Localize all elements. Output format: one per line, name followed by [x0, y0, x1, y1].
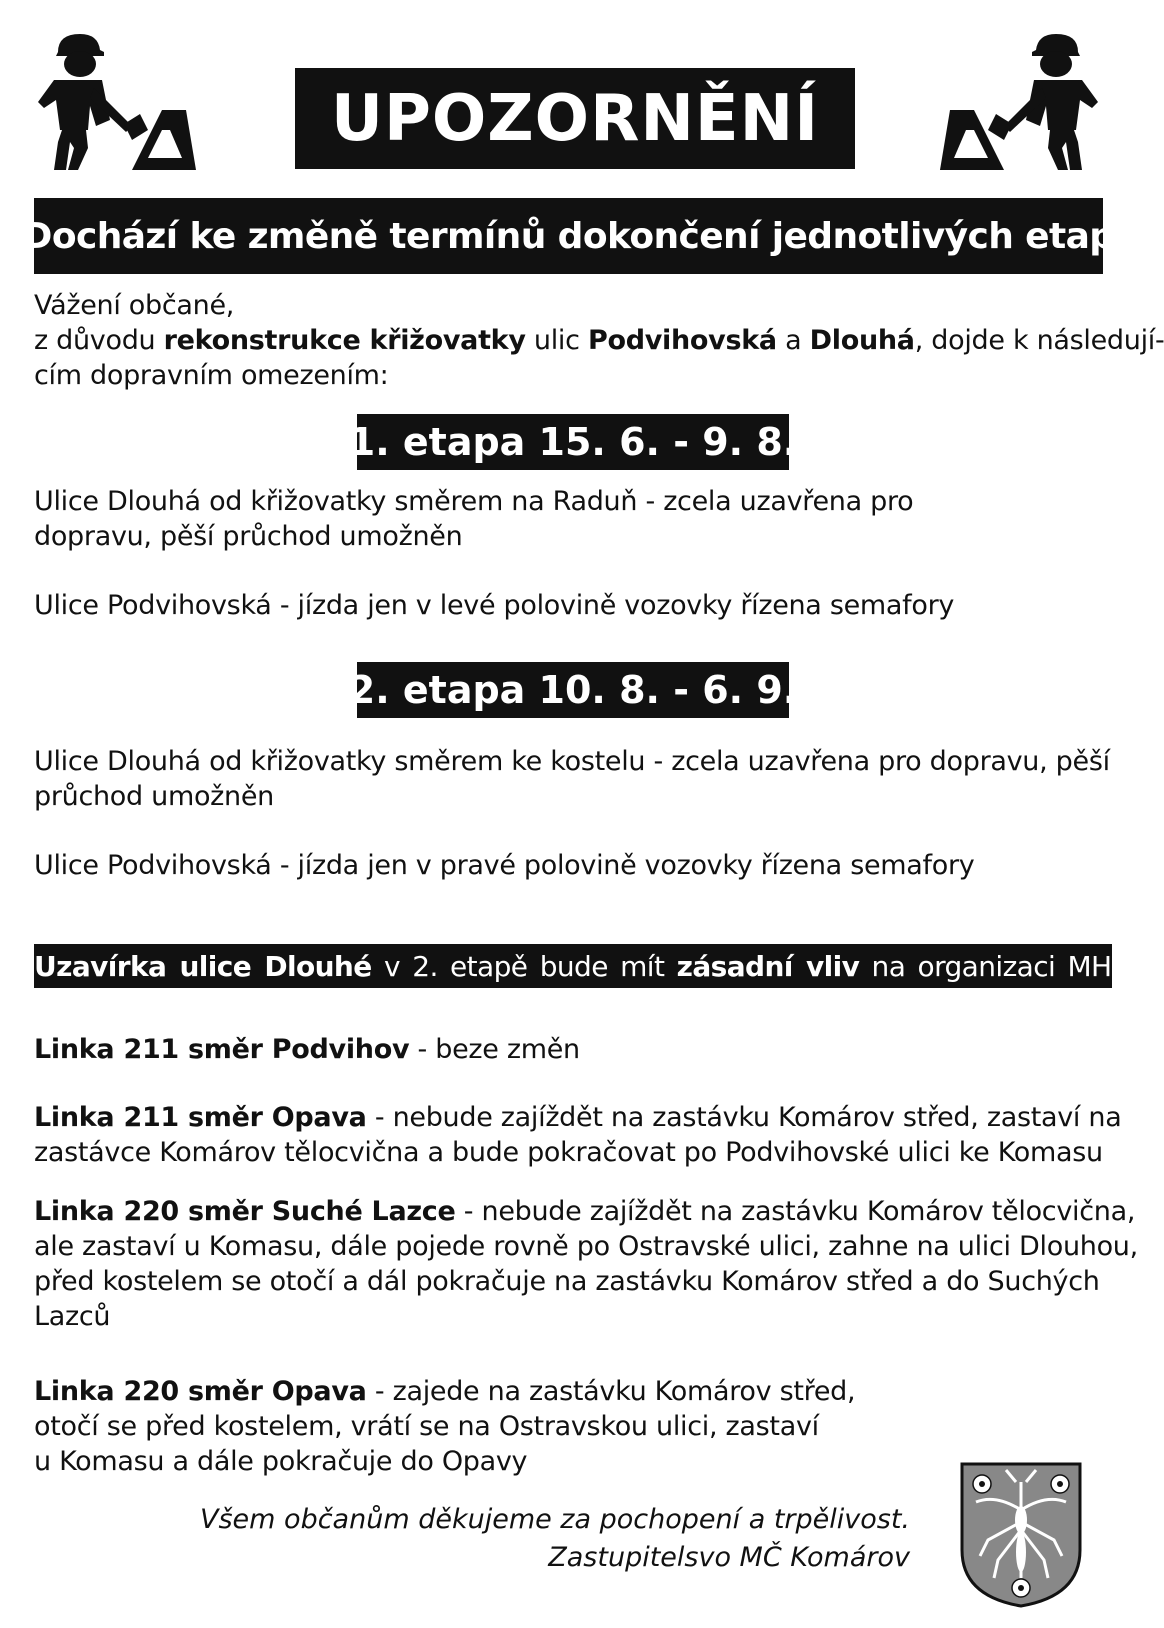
page-subtitle: Dochází ke změně termínů dokončení jednotlivých etap [34, 198, 1103, 274]
closing-thanks: Všem občanům děkujeme za pochopení a trpělivost. [200, 1504, 910, 1535]
intro-line: cím dopravním omezením: [34, 360, 389, 391]
intro-paragraph [34, 288, 1164, 393]
line-211-podvihov: Linka 211 směr Podvihov - beze změn [34, 1034, 580, 1065]
page-title: UPOZORNĚNÍ [295, 68, 855, 169]
closing-signature: Zastupitelsvo MČ Komárov [548, 1542, 910, 1573]
stage1-heading: 1. etapa 15. 6. - 9. 8. [357, 414, 789, 470]
line-220-opava: Linka 220 směr Opava - zajede na zastávku Komárov střed, otočí se před kostelem, vrátí se na Ostravskou ulici, zastaví u Komasu a dále pokračuje do Opavy [34, 1376, 856, 1477]
stage1-paragraph-2: Ulice Podvihovská - jízda jen v levé polovině vozovky řízena semafory [34, 590, 955, 621]
stage2-paragraph-1: Ulice Dlouhá od křižovatky směrem ke kostelu - zcela uzavřena pro dopravu, pěší průchod umožněn [34, 746, 1110, 812]
stage1-paragraph-1: Ulice Dlouhá od křižovatky směrem na Raduň - zcela uzavřena pro dopravu, pěší průchod umožněn [34, 486, 914, 552]
stage2-heading: 2. etapa 10. 8. - 6. 9. [357, 662, 789, 718]
line-220-suche-lazce: Linka 220 směr Suché Lazce - nebude zajíždět na zastávku Komárov tělocvična, ale zastaví u Komasu, dále pojede rovně po Ostravské ulici, zahne na ulici Dlouhou, před kostelem se otočí a dál pokračuje na zastávku Komárov střed a do Suchých Lazců [34, 1196, 1138, 1332]
worker-right-icon [940, 30, 1100, 175]
mhd-notice-bar: Uzavírka ulice Dlouhé v 2. etapě bude mít zásadní vliv na organizaci MHD. [34, 944, 1112, 988]
worker-left-icon [36, 30, 196, 175]
line-211-opava: Linka 211 směr Opava - nebude zajíždět na zastávku Komárov střed, zastaví na zastávce Komárov tělocvična a bude pokračovat po Podvihovské ulici ke Komasu [34, 1102, 1122, 1168]
greeting: Vážení občané, [34, 290, 235, 321]
stage2-paragraph-2: Ulice Podvihovská - jízda jen v pravé polovině vozovky řízena semafory [34, 850, 975, 881]
coat-of-arms-icon [958, 1460, 1084, 1610]
intro-line: z důvodu rekonstrukce křižovatky ulic Podvihovská a Dlouhá, dojde k následují- [34, 325, 1164, 356]
